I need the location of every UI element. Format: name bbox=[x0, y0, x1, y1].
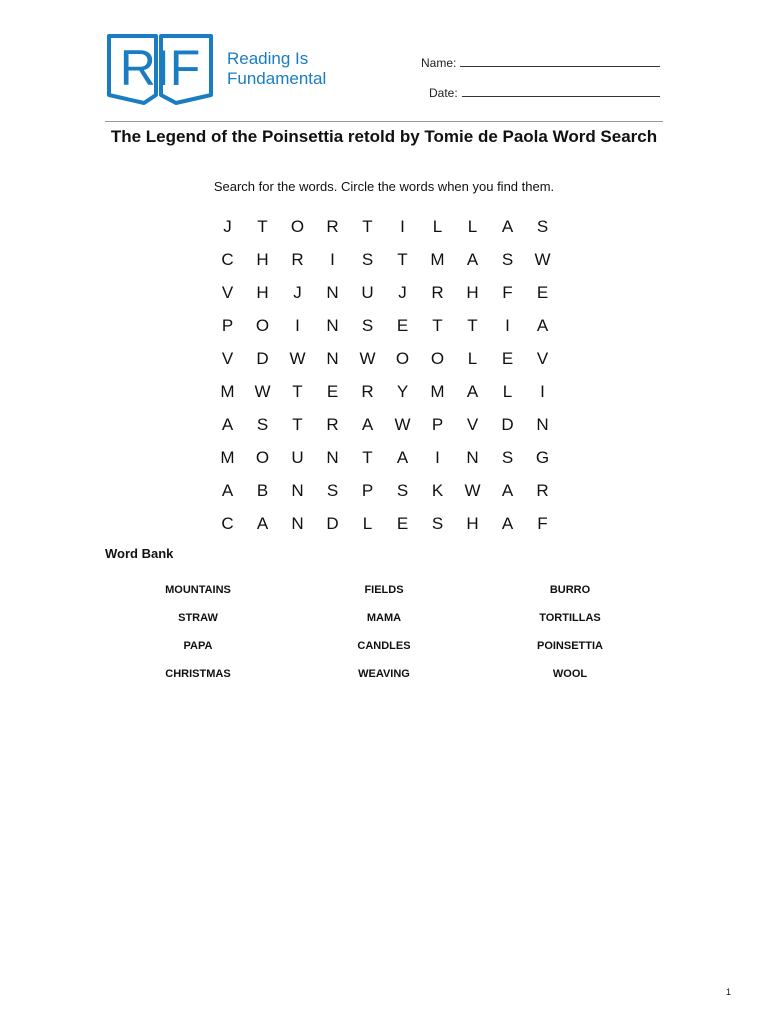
word-bank-title: Word Bank bbox=[105, 546, 174, 561]
date-line[interactable] bbox=[462, 85, 660, 97]
grid-letter[interactable]: J bbox=[293, 282, 302, 302]
word-bank-word: CANDLES bbox=[357, 640, 411, 652]
grid-letter[interactable]: A bbox=[466, 381, 479, 401]
grid-letter[interactable]: A bbox=[361, 414, 374, 434]
grid-letter[interactable]: M bbox=[430, 249, 445, 269]
word-bank-word: MOUNTAINS bbox=[165, 584, 231, 596]
rif-logo-line1: Reading Is bbox=[227, 49, 309, 68]
word-bank-word: FIELDS bbox=[364, 584, 404, 596]
grid-letter[interactable]: P bbox=[431, 414, 444, 434]
grid-letter[interactable]: H bbox=[466, 513, 479, 533]
grid-letter[interactable]: M bbox=[220, 381, 235, 401]
word-search-grid bbox=[210, 210, 560, 540]
grid-letter[interactable]: V bbox=[221, 348, 234, 368]
grid-letter[interactable]: A bbox=[536, 315, 549, 335]
grid-letter[interactable]: S bbox=[361, 249, 374, 269]
grid-row bbox=[210, 507, 560, 540]
grid-row bbox=[210, 342, 560, 375]
grid-letter[interactable]: R bbox=[326, 216, 339, 236]
rif-logo bbox=[104, 33, 344, 109]
word-bank bbox=[105, 584, 663, 696]
grid-letter[interactable]: U bbox=[291, 447, 304, 467]
grid-letter[interactable]: S bbox=[326, 480, 339, 500]
grid-letter[interactable]: A bbox=[256, 513, 269, 533]
grid-letter[interactable]: V bbox=[221, 282, 234, 302]
grid-letter[interactable]: A bbox=[221, 414, 234, 434]
grid-letter[interactable]: N bbox=[326, 447, 339, 467]
name-line[interactable] bbox=[460, 55, 660, 67]
header-divider bbox=[105, 121, 663, 122]
grid-letter[interactable]: T bbox=[467, 315, 478, 335]
grid-letter[interactable]: E bbox=[326, 381, 339, 401]
grid-letter[interactable]: T bbox=[292, 414, 303, 434]
grid-letter[interactable]: T bbox=[257, 216, 268, 236]
grid-letter[interactable]: A bbox=[396, 447, 409, 467]
grid-letter[interactable]: A bbox=[501, 216, 514, 236]
grid-letter[interactable]: T bbox=[362, 447, 373, 467]
word-bank-word: STRAW bbox=[178, 612, 218, 624]
grid-row bbox=[210, 441, 560, 474]
grid-letter[interactable]: N bbox=[466, 447, 479, 467]
word-bank-word: POINSETTIA bbox=[536, 640, 603, 652]
word-bank-row bbox=[105, 612, 663, 640]
grid-letter[interactable]: T bbox=[292, 381, 303, 401]
word-bank-word: PAPA bbox=[183, 640, 213, 652]
grid-letter[interactable]: T bbox=[432, 315, 443, 335]
grid-letter[interactable]: E bbox=[501, 348, 514, 368]
grid-letter[interactable]: F bbox=[537, 513, 548, 533]
grid-letter[interactable]: D bbox=[326, 513, 339, 533]
grid-letter[interactable]: I bbox=[435, 447, 440, 467]
grid-letter[interactable]: S bbox=[256, 414, 269, 434]
rif-logo-wordmark bbox=[227, 49, 326, 89]
grid-letter[interactable]: B bbox=[256, 480, 269, 500]
grid-letter[interactable]: J bbox=[398, 282, 407, 302]
word-bank-row bbox=[105, 640, 663, 668]
grid-letter[interactable]: F bbox=[502, 282, 513, 302]
grid-letter[interactable]: I bbox=[295, 315, 300, 335]
grid-letter[interactable]: N bbox=[291, 480, 304, 500]
grid-letter[interactable]: H bbox=[466, 282, 479, 302]
word-bank-word: TORTILLAS bbox=[539, 612, 601, 624]
name-label: Name: bbox=[421, 56, 457, 70]
grid-letter[interactable]: A bbox=[221, 480, 234, 500]
grid-letter[interactable]: D bbox=[256, 348, 269, 368]
grid-letter[interactable]: W bbox=[289, 348, 306, 368]
grid-letter[interactable]: L bbox=[432, 216, 443, 236]
grid-letter[interactable]: T bbox=[362, 216, 373, 236]
grid-row bbox=[210, 408, 560, 441]
grid-letter[interactable]: O bbox=[430, 348, 445, 368]
grid-letter[interactable]: D bbox=[501, 414, 514, 434]
grid-letter[interactable]: S bbox=[361, 315, 374, 335]
grid-letter[interactable]: N bbox=[326, 282, 339, 302]
date-field bbox=[429, 85, 660, 100]
grid-letter[interactable]: W bbox=[359, 348, 376, 368]
grid-letter[interactable]: I bbox=[540, 381, 545, 401]
grid-letter[interactable]: W bbox=[534, 249, 551, 269]
grid-letter[interactable]: V bbox=[536, 348, 549, 368]
page-title: The Legend of the Poinsettia retold by Tomie de Paola Word Search bbox=[110, 127, 658, 146]
word-bank-word: BURRO bbox=[549, 584, 591, 596]
grid-row bbox=[210, 243, 560, 276]
grid-letter[interactable]: L bbox=[362, 513, 373, 533]
grid-letter[interactable]: O bbox=[255, 447, 270, 467]
grid-letter[interactable]: H bbox=[256, 249, 269, 269]
grid-letter[interactable]: R bbox=[326, 414, 339, 434]
date-label: Date: bbox=[429, 86, 458, 100]
instructions: Search for the words. Circle the words when you find them. bbox=[213, 179, 555, 194]
grid-letter[interactable]: E bbox=[536, 282, 549, 302]
rif-logo-mark bbox=[104, 33, 216, 109]
grid-letter[interactable]: I bbox=[330, 249, 335, 269]
grid-letter[interactable]: J bbox=[223, 216, 232, 236]
grid-letter[interactable]: K bbox=[431, 480, 444, 500]
grid-letter[interactable]: S bbox=[501, 447, 514, 467]
grid-letter[interactable]: L bbox=[467, 216, 478, 236]
grid-letter[interactable]: O bbox=[290, 216, 305, 236]
grid-letter[interactable]: N bbox=[536, 414, 549, 434]
grid-letter[interactable]: L bbox=[467, 348, 478, 368]
grid-letter[interactable]: P bbox=[361, 480, 374, 500]
grid-letter[interactable]: H bbox=[256, 282, 269, 302]
grid-row bbox=[210, 276, 560, 309]
name-field bbox=[421, 55, 660, 70]
grid-row bbox=[210, 375, 560, 408]
grid-letter[interactable]: S bbox=[396, 480, 409, 500]
grid-letter[interactable]: U bbox=[361, 282, 374, 302]
grid-letter[interactable]: R bbox=[536, 480, 549, 500]
grid-letter[interactable]: A bbox=[466, 249, 479, 269]
word-bank-word: CHRISTMAS bbox=[165, 668, 231, 680]
grid-letter[interactable]: O bbox=[255, 315, 270, 335]
grid-letter[interactable]: M bbox=[430, 381, 445, 401]
grid-letter[interactable]: R bbox=[361, 381, 374, 401]
grid-letter[interactable]: L bbox=[502, 381, 513, 401]
grid-letter[interactable]: C bbox=[221, 513, 234, 533]
grid-letter[interactable]: G bbox=[535, 447, 550, 467]
grid-letter[interactable]: R bbox=[291, 249, 304, 269]
grid-letter[interactable]: N bbox=[326, 315, 339, 335]
grid-letter[interactable]: S bbox=[536, 216, 549, 236]
page-number: 1 bbox=[726, 987, 732, 997]
grid-letter[interactable]: O bbox=[395, 348, 410, 368]
grid-letter[interactable]: T bbox=[397, 249, 408, 269]
grid-letter[interactable]: M bbox=[220, 447, 235, 467]
grid-letter[interactable]: N bbox=[326, 348, 339, 368]
grid-letter[interactable]: W bbox=[464, 480, 481, 500]
grid-letter[interactable]: A bbox=[501, 480, 514, 500]
grid-letter[interactable]: V bbox=[466, 414, 479, 434]
grid-letter[interactable]: C bbox=[221, 249, 234, 269]
word-bank-word: WOOL bbox=[552, 668, 588, 680]
grid-letter[interactable]: S bbox=[431, 513, 444, 533]
word-bank-word: WEAVING bbox=[358, 668, 410, 680]
grid-row bbox=[210, 474, 560, 507]
grid-letter[interactable]: W bbox=[254, 381, 271, 401]
grid-letter[interactable]: Y bbox=[396, 381, 409, 401]
word-bank-row bbox=[105, 668, 663, 696]
grid-letter[interactable]: P bbox=[221, 315, 234, 335]
grid-letter[interactable]: A bbox=[501, 513, 514, 533]
word-bank-row bbox=[105, 584, 663, 612]
grid-row bbox=[210, 210, 560, 243]
grid-letter[interactable]: R bbox=[431, 282, 444, 302]
grid-letter[interactable]: E bbox=[396, 315, 409, 335]
grid-letter[interactable]: I bbox=[400, 216, 405, 236]
grid-letter[interactable]: N bbox=[291, 513, 304, 533]
grid-row bbox=[210, 309, 560, 342]
grid-letter[interactable]: W bbox=[394, 414, 411, 434]
rif-logo-line2: Fundamental bbox=[227, 69, 327, 88]
rif-logo-letters: RIF bbox=[119, 40, 201, 96]
grid-letter[interactable]: E bbox=[396, 513, 409, 533]
grid-letter[interactable]: S bbox=[501, 249, 514, 269]
grid-letter[interactable]: I bbox=[505, 315, 510, 335]
word-bank-word: MAMA bbox=[366, 612, 402, 624]
